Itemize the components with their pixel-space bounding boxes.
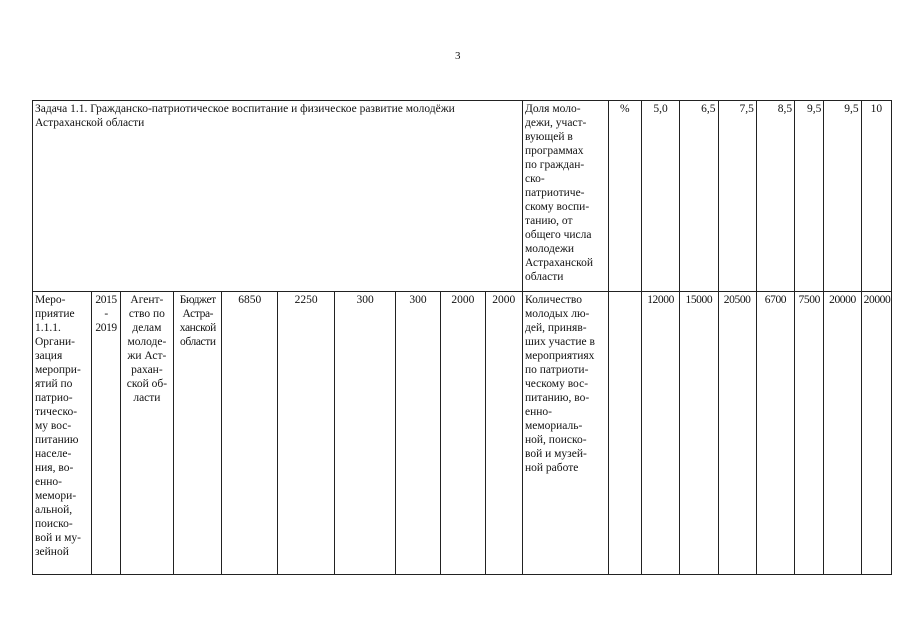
funding-2016: 300 bbox=[335, 292, 395, 575]
task-value-4: 8,5 bbox=[756, 101, 794, 292]
task-title: Задача 1.1. Гражданско-патриотическое воспитание и физическое развитие молодёжи Астраханской области bbox=[33, 101, 523, 292]
task-unit: % bbox=[608, 101, 641, 292]
event-value-6: 20000 bbox=[824, 292, 861, 575]
funding-2015: 2250 bbox=[277, 292, 334, 575]
event-value-7: 20000 bbox=[861, 292, 891, 575]
task-row bbox=[33, 101, 892, 292]
task-value-2: 6,5 bbox=[680, 101, 718, 292]
event-value-4: 6700 bbox=[756, 292, 794, 575]
event-value-1: 12000 bbox=[641, 292, 679, 575]
task-indicator: Доля моло- дежи, участ- вующей в программах по граждан- ско- патриотиче- скому воспи- танию, от общего числа молодежи Астраханской области bbox=[522, 101, 608, 292]
event-row bbox=[33, 292, 892, 575]
funding-2018: 2000 bbox=[441, 292, 485, 575]
funding-2019: 2000 bbox=[485, 292, 522, 575]
program-table bbox=[32, 100, 892, 575]
event-name: Меро- приятие 1.1.1. Органи- зация меропри- ятий по патрио- тическо- му вос- питанию населе- ния, во- енно- мемори- альной, поиско- вой и му- зейной bbox=[33, 292, 92, 575]
task-value-1: 5,0 bbox=[641, 101, 679, 292]
task-value-7: 10 bbox=[861, 101, 891, 292]
event-unit bbox=[608, 292, 641, 575]
task-value-6: 9,5 bbox=[824, 101, 861, 292]
event-value-2: 15000 bbox=[680, 292, 718, 575]
funding-total: 6850 bbox=[222, 292, 277, 575]
event-indicator: Количество молодых лю- дей, приняв- ших участие в мероприятиях по патриоти- ческому вос- питанию, во- енно- мемориаль- ной, поиско- вой и музей- ной работе bbox=[522, 292, 608, 575]
event-executor: Агент- ство по делам молодe- жи Аст- рахан- ской об- ласти bbox=[120, 292, 173, 575]
funding-2017: 300 bbox=[395, 292, 440, 575]
page-number: 3 bbox=[455, 50, 461, 62]
event-source: Бюджет Астра- ханской области bbox=[174, 292, 222, 575]
event-value-5: 7500 bbox=[795, 292, 824, 575]
task-value-3: 7,5 bbox=[718, 101, 756, 292]
event-value-3: 20500 bbox=[718, 292, 756, 575]
task-value-5: 9,5 bbox=[795, 101, 824, 292]
event-period: 2015 - 2019 bbox=[92, 292, 120, 575]
